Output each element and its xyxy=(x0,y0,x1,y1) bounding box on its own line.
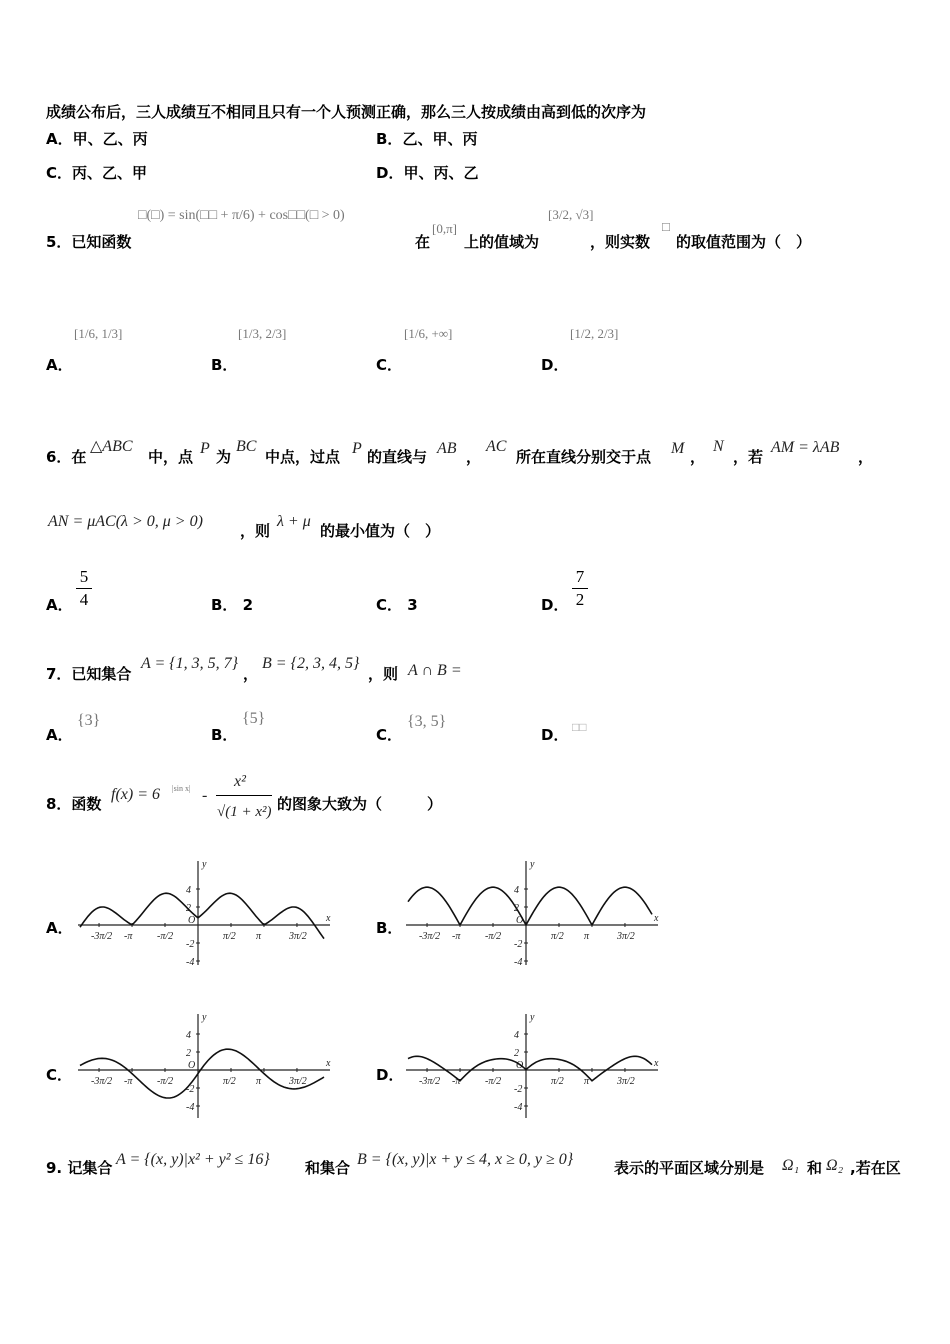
option-d: D．甲、丙、乙 xyxy=(376,164,479,182)
q5-var: □ xyxy=(662,219,670,234)
q6-option-a-label: A． xyxy=(46,596,73,614)
q5-option-c-label: C． xyxy=(376,356,403,374)
q6-eq2: AN = μAC(λ > 0, μ > 0) xyxy=(48,513,203,530)
q6-option-c: C． 3 xyxy=(376,596,418,614)
q7-set-b: B = {2, 3, 4, 5} xyxy=(262,655,360,672)
function-curve xyxy=(80,893,324,938)
q6-n: N xyxy=(713,438,724,455)
x-tick-label: π xyxy=(255,1076,261,1087)
q5-option-d-label: D． xyxy=(541,356,569,374)
y-tick-label: -2 xyxy=(186,1084,195,1095)
q8-numerator: x² xyxy=(234,773,246,790)
x-tick-label: π/2 xyxy=(222,1076,236,1087)
q8-option-b-label: B． xyxy=(376,919,403,937)
y-axis-label: y xyxy=(202,859,207,870)
q8-exponent: |sin x| xyxy=(172,784,191,793)
q6-s3: 中点，过点 xyxy=(265,448,341,466)
origin-label: O xyxy=(516,1060,524,1071)
q6-s6: ，若 xyxy=(733,448,764,466)
q5-option-b-label: B． xyxy=(211,356,238,374)
q7-option-b-label: B． xyxy=(211,726,238,744)
y-axis-label: y xyxy=(530,859,535,870)
origin-label: O xyxy=(188,1060,196,1071)
x-tick-label: 3π/2 xyxy=(288,931,307,942)
q6-s4: 的直线与 xyxy=(367,448,428,466)
q9-tail1: 表示的平面区域分别是 xyxy=(614,1159,765,1177)
x-tick-label: 3π/2 xyxy=(616,1076,635,1087)
q9-and: 和集合 xyxy=(305,1159,351,1177)
q5-option-a-value: [1/6, 1/3] xyxy=(74,326,123,341)
y-axis-label: y xyxy=(530,1012,535,1023)
q8-option-a-label: A． xyxy=(46,919,73,937)
q6-comma3: ， xyxy=(858,448,874,466)
y-tick-label: 2 xyxy=(514,1048,519,1059)
option-c: C．丙、乙、甲 xyxy=(46,164,148,182)
q5-option-a-label: A． xyxy=(46,356,73,374)
q6-s8: 的最小值为（ ） xyxy=(320,522,441,540)
y-tick-label: 2 xyxy=(514,903,519,914)
y-tick-label: -4 xyxy=(186,1102,195,1113)
q6-s7: ，则 xyxy=(240,522,271,540)
y-tick-label: -4 xyxy=(186,957,195,968)
y-tick-label: -4 xyxy=(514,1102,523,1113)
x-tick-label: π xyxy=(255,931,261,942)
q5-then: ，则实数 xyxy=(590,233,651,251)
q6-triangle: △ABC xyxy=(90,438,133,455)
x-tick-label: 3π/2 xyxy=(616,931,635,942)
x-tick-label: -π/2 xyxy=(485,1076,502,1087)
q7-number: 7．已知集合 xyxy=(46,665,132,683)
y-tick-label: 4 xyxy=(514,885,519,896)
x-tick-label: π/2 xyxy=(222,931,236,942)
q5-tail: 的取值范围为（ ） xyxy=(676,233,812,251)
q8-fraction-bar xyxy=(216,795,272,796)
q6-s1: 中，点 xyxy=(148,448,194,466)
y-tick-label: 2 xyxy=(186,1048,191,1059)
y-tick-label: 4 xyxy=(186,885,191,896)
q9-set-b: B = {(x, y)|x + y ≤ 4, x ≥ 0, y ≥ 0} xyxy=(357,1151,574,1168)
q6-option-a-fraction: 5 4 xyxy=(76,568,92,609)
y-axis-label: y xyxy=(202,1012,207,1023)
q7-option-c-value: {3, 5} xyxy=(407,713,447,730)
function-curve xyxy=(80,1049,324,1098)
x-tick-label: π/2 xyxy=(550,931,564,942)
x-tick-label: -π xyxy=(124,931,133,942)
q6-s5: 所在直线分别交于点 xyxy=(516,448,652,466)
q6-option-d-label: D． xyxy=(541,596,569,614)
x-tick-label: -π xyxy=(124,1076,133,1087)
q7-set-a: A = {1, 3, 5, 7} xyxy=(141,655,239,672)
q8-denominator: √(1 + x²) xyxy=(217,804,272,820)
y-tick-label: -2 xyxy=(514,1084,523,1095)
x-axis-label: x xyxy=(326,913,331,924)
q8-tail: 的图象大致为（ ） xyxy=(277,795,443,813)
y-tick-label: -2 xyxy=(186,939,195,950)
q6-bc: BC xyxy=(236,438,257,455)
q9-tail2: ,若在区 xyxy=(850,1159,901,1177)
option-a: A．甲、乙、丙 xyxy=(46,130,148,148)
q8-option-c-label: C． xyxy=(46,1066,73,1084)
origin-label: O xyxy=(188,915,196,926)
option-b: B．乙、甲、丙 xyxy=(376,130,478,148)
q6-p: P xyxy=(200,440,210,457)
q5-number: 5．已知函数 xyxy=(46,233,132,251)
q9-omega1: Ω₁ xyxy=(782,1157,800,1174)
q5-option-c-value: [1/6, +∞] xyxy=(404,326,453,341)
q8-number: 8．函数 xyxy=(46,795,102,813)
y-tick-label: -4 xyxy=(514,957,523,968)
q7-option-d-label: D． xyxy=(541,726,569,744)
q7-option-b-value: {5} xyxy=(242,710,266,727)
x-tick-label: -π/2 xyxy=(157,1076,174,1087)
graph-a xyxy=(72,855,334,970)
y-tick-label: 4 xyxy=(514,1030,519,1041)
x-tick-label: π/2 xyxy=(550,1076,564,1087)
q5-option-b-value: [1/3, 2/3] xyxy=(238,326,287,341)
q5-range-value: [3/2, √3] xyxy=(548,207,594,222)
q6-comma1: ， xyxy=(466,448,482,466)
x-tick-label: -π xyxy=(452,931,461,942)
q5-formula: □(□) = sin(□□ + π/6) + cos□□(□ > 0) xyxy=(138,208,345,223)
q6-number: 6．在 xyxy=(46,448,87,466)
q6-sum: λ + μ xyxy=(277,513,311,530)
q6-s2: 为 xyxy=(216,448,232,466)
x-tick-label: -3π/2 xyxy=(419,1076,441,1087)
q7-comma: ， xyxy=(243,665,259,683)
graph-d xyxy=(400,1008,662,1123)
q6-ac: AC xyxy=(486,438,507,455)
q6-option-d-fraction: 7 2 xyxy=(572,568,588,609)
q9-set-a: A = {(x, y)|x² + y² ≤ 16} xyxy=(116,1151,270,1168)
x-tick-label: π xyxy=(583,1076,589,1087)
y-tick-label: 4 xyxy=(186,1030,191,1041)
x-tick-label: -3π/2 xyxy=(91,931,113,942)
q9-and2: 和 xyxy=(807,1159,823,1177)
x-tick-label: -π/2 xyxy=(485,931,502,942)
y-tick-label: -2 xyxy=(514,939,523,950)
q5-in: 在 xyxy=(415,233,431,251)
x-tick-label: -3π/2 xyxy=(91,1076,113,1087)
q5-range-text: 上的值域为 xyxy=(464,233,540,251)
q7-expr: A ∩ B = xyxy=(408,662,462,679)
q6-eq1: AM = λAB xyxy=(771,439,840,456)
q7-then: ，则 xyxy=(368,665,399,683)
q8-minus: - xyxy=(202,787,208,804)
origin-label: O xyxy=(516,915,524,926)
q8-option-d-label: D． xyxy=(376,1066,404,1084)
x-tick-label: -3π/2 xyxy=(419,931,441,942)
q6-option-b: B． 2 xyxy=(211,596,254,614)
graph-c xyxy=(72,1008,334,1123)
q9-omega2: Ω₂ xyxy=(826,1157,844,1174)
q7-option-c-label: C． xyxy=(376,726,403,744)
graph-b xyxy=(400,855,662,970)
x-axis-label: x xyxy=(654,913,659,924)
q5-interval: [0,π] xyxy=(432,221,457,236)
q7-option-a-value: {3} xyxy=(77,712,101,729)
x-tick-label: -π xyxy=(452,1076,461,1087)
function-curve xyxy=(408,887,652,925)
q6-m: M xyxy=(671,440,685,457)
function-curve xyxy=(408,1056,652,1081)
question-text: 成绩公布后，三人成绩互不相同且只有一个人预测正确，那么三人按成绩由高到低的次序为 xyxy=(46,103,647,121)
x-tick-label: 3π/2 xyxy=(288,1076,307,1087)
q6-p2: P xyxy=(352,440,362,457)
q7-option-a-label: A． xyxy=(46,726,73,744)
q8-fx: f(x) = 6 xyxy=(111,786,160,803)
x-tick-label: π xyxy=(583,931,589,942)
y-tick-label: 2 xyxy=(186,903,191,914)
q9-number: 9. 记集合 xyxy=(46,1159,113,1177)
q7-option-d-value: □□ xyxy=(572,720,587,734)
q6-comma2: ， xyxy=(690,448,706,466)
x-axis-label: x xyxy=(654,1058,659,1069)
q5-option-d-value: [1/2, 2/3] xyxy=(570,326,619,341)
x-tick-label: -π/2 xyxy=(157,931,174,942)
q6-ab: AB xyxy=(437,440,457,457)
x-axis-label: x xyxy=(326,1058,331,1069)
